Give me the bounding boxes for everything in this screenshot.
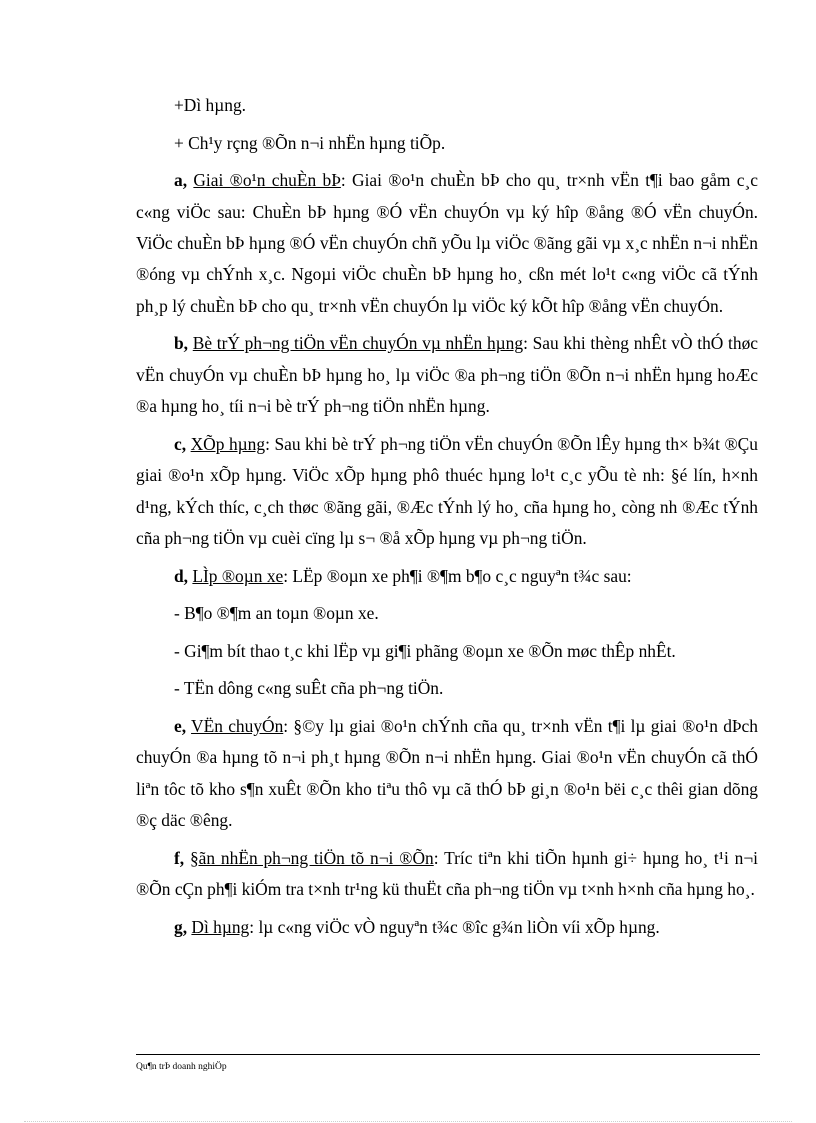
section-text: : Tríc tiªn khi tiÕn hµnh gi÷ hµng ho¸ t¹i n¬i ®Õn cÇn ph¶i kiÓm tra t×nh tr¹ng kü thuËt cña ph¬ng tiÖn vµ t×nh h×nh cña hµng ho¸. [136, 847, 758, 900]
section-label: c, [174, 433, 187, 454]
section-d [136, 561, 758, 592]
section-heading: LÌp ®oµn xe [192, 565, 284, 586]
section-text: : Sau khi thèng nhÊt vÒ thÓ thøc vËn chuyÓn vµ chuÈn bÞ hµng ho¸ lµ viÖc ®a ph¬ng tiÖn ®Õn n¬i nhËn hµng hoÆc ®a hµng ho¸ tíi n¬i bè trÝ ph¬ng tiÖn nhËn hµng. [136, 333, 758, 417]
section-label: g, [174, 916, 188, 937]
section-heading: XÕp hµng [190, 433, 266, 454]
footer-rule [136, 1054, 760, 1055]
section-label: a, [174, 170, 188, 191]
section-heading: Bè trÝ ph¬ng tiÖn vËn chuyÓn vµ nhËn hµng [192, 333, 524, 354]
section-b [136, 328, 758, 422]
section-text: : Sau khi bè trÝ ph¬ng tiÖn vËn chuyÓn ®Õn lÊy hµng th× b¾t ®Çu giai ®o¹n xÕp hµng. ViÖc xÕp hµng phô thuéc hµng lo¹t c¸c yÕu tè nh: §é lín, h×nh d¹ng, kÝch thíc, c¸ch thøc ®ãng gãi, ®Æc tÝnh lý ho¸ cña hµng ho¸ còng nh ®Æc tÝnh cña ph¬ng tiÖn vµ cuèi cïng lµ s¬ ®å xÕp hµng vµ ph¬ng tiÖn. [136, 433, 758, 549]
section-g [136, 912, 758, 943]
page-footer: Qu¶n trÞ doanh nghiÖp [136, 1062, 227, 1072]
bullet-item-2: - Gi¶m bít thao t¸c khi lËp vµ gi¶i phãng ®oµn xe ®Õn møc thÊp nhÊt. [174, 640, 676, 661]
section-label: b, [174, 333, 189, 354]
section-a [136, 165, 758, 322]
list-line-2: + Ch¹y rçng ®Õn n¬i nhËn hµng tiÕp. [174, 132, 446, 153]
section-label: f, [174, 847, 185, 868]
bullet-item-1: - B¶o ®¶m an toµn ®oµn xe. [174, 603, 379, 624]
section-text: : LËp ®oµn xe ph¶i ®¶m b¶o c¸c nguyªn t¾c sau: [283, 565, 632, 586]
section-label: e, [174, 716, 187, 736]
section-f [136, 843, 758, 906]
section-heading: Giai ®o¹n chuÈn bÞ [193, 170, 341, 191]
section-label: d, [174, 565, 189, 586]
section-heading: §ãn nhËn ph¬ng tiÖn tõ n¬i ®Õn [189, 847, 434, 868]
page-break-divider [24, 1121, 792, 1122]
section-heading: Dì hµng [191, 916, 250, 937]
bullet-item-3: - TËn dông c«ng suÊt cña ph¬ng tiÖn. [174, 678, 444, 699]
section-text: : Giai ®o¹n chuÈn bÞ cho qu¸ tr×nh vËn t¶i bao gåm c¸c c«ng viÖc sau: ChuÈn bÞ hµng ®Ó vËn chuyÓn vµ ký hîp ®ång ®Ó vËn chuyÓn. ViÖc chuÈn bÞ hµng ®Ó vËn chuyÓn chñ yÕu lµ viÖc ®ãng gãi vµ x¸c nhËn n¬i nhËn ®óng vµ chÝnh x¸c. Ngoµi viÖc chuÈn bÞ hµng ho¸ cßn mét lo¹t c«ng viÖc cã tÝnh ph¸p lý chuÈn bÞ cho qu¸ tr×nh vËn chuyÓn lµ viÖc ký kÕt hîp ®ång vËn chuyÓn. [136, 170, 758, 316]
section-e [136, 711, 758, 837]
section-text: : §©y lµ giai ®o¹n chÝnh cña qu¸ tr×nh vËn t¶i lµ giai ®o¹n dÞch chuyÓn ®a hµng tõ n¬i ph¸t hµng ®Õn n¬i nhËn hµng. Giai ®o¹n vËn chuyÓn cã thÓ liªn tôc tõ kho s¶n xuÊt ®Õn kho tiªu thô vµ cã thÓ bÞ gi¸n ®o¹n bëi c¸c thêi gian dõng ®ç däc ®êng. [136, 716, 758, 831]
document-body [136, 90, 758, 949]
section-heading: VËn chuyÓn [191, 716, 284, 736]
list-line-1: +Dì hµng. [174, 95, 246, 115]
section-c [136, 429, 758, 555]
section-text: : lµ c«ng viÖc vÒ nguyªn t¾c ®îc g¾n liÒn víi xÕp hµng. [249, 916, 660, 937]
